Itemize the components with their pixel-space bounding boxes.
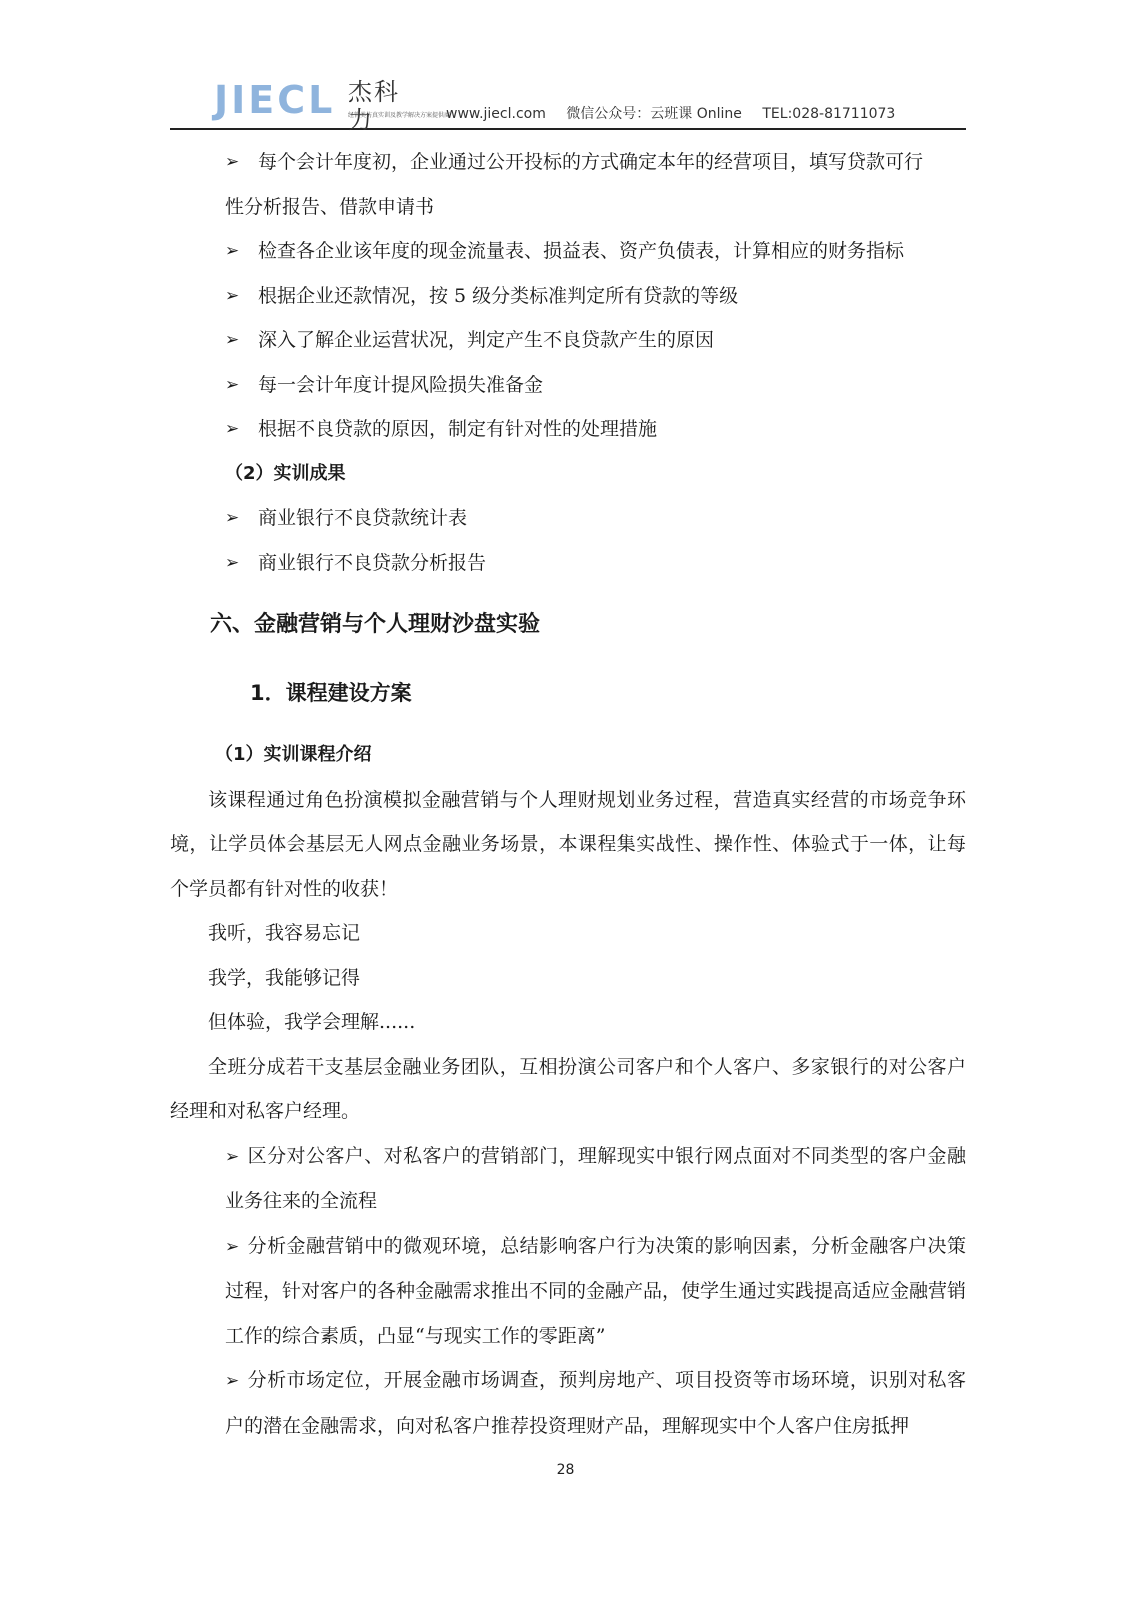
list-item-text: 检查各企业该年度的现金流量表、损益表、资产负债表，计算相应的财务指标 (258, 240, 905, 262)
quote-line: 我听，我容易忘记 (208, 922, 361, 944)
list-item-text: 分析市场定位，开展金融市场调查，预判房地产、项目投资等市场环境，识别对私客户的潜在金融需求，向对私客户推荐投资理财产品，理解现实中个人客户住房抵押 (225, 1369, 966, 1437)
list-item (170, 274, 966, 319)
bullet-arrow-icon: ➢ (225, 552, 240, 573)
quote-line: 我学，我能够记得 (208, 966, 361, 989)
list-item (170, 318, 966, 363)
list-item-text: 根据不良贷款的原因，制定有针对性的处理措施 (258, 418, 658, 440)
bullet-arrow-icon: ➢ (225, 1371, 240, 1391)
quote-line: 但体验，我学会理解...... (208, 1011, 416, 1033)
list-item (170, 140, 966, 185)
logo-mark: JIECL (214, 78, 336, 122)
list-item-text: 深入了解企业运营状况，判定产生不良贷款产生的原因 (258, 329, 715, 351)
bullet-arrow-icon: ➢ (225, 374, 240, 395)
list-item-text: 根据企业还款情况，按 5 级分类标准判定所有贷款的等级 (258, 284, 739, 307)
list-item (170, 541, 966, 586)
page-header (170, 74, 966, 134)
intro-heading: （1）实训课程介绍 (215, 744, 372, 765)
list-item (170, 1134, 966, 1224)
list-item (170, 363, 966, 408)
subheading-results: （2）实训成果 (225, 462, 346, 484)
bullet-arrow-icon: ➢ (225, 419, 240, 439)
list-item-text: 区分对公客户、对私客户的营销部门，理解现实中银行网点面对不同类型的客户金融业务往来的全流程 (225, 1144, 966, 1212)
bullet-arrow-icon: ➢ (225, 152, 240, 172)
logo-chinese-name: 杰科力 (348, 78, 400, 134)
bullet-arrow-icon: ➢ (225, 241, 240, 261)
header-tel: TEL:028-81711073 (762, 106, 896, 122)
bullet-arrow-icon: ➢ (225, 1236, 240, 1257)
bullet-arrow-icon: ➢ (225, 508, 240, 528)
logo-tagline: 经管类仿真实训及教学解决方案提供商 (348, 112, 451, 119)
subsection-title: 1．课程建设方案 (250, 681, 412, 705)
section-title: 六、金融营销与个人理财沙盘实验 (210, 612, 541, 637)
intro-paragraph: 该课程通过角色扮演模拟金融营销与个人理财规划业务过程，营造真实经营的市场竞争环境，让学员体会基层无人网点金融业务场景，本课程集实战性、操作性、体验式于一体，让每个学员都有针对性的收获！ (170, 788, 966, 900)
bullet-arrow-icon: ➢ (225, 285, 240, 306)
header-contact (446, 103, 911, 123)
list-item (170, 496, 966, 541)
header-wechat: 微信公众号：云班课 Online (566, 106, 742, 122)
company-logo (214, 78, 451, 134)
list-item-text: 商业银行不良贷款分析报告 (258, 551, 487, 574)
header-website: www.jiecl.com (446, 106, 546, 122)
list-item-continuation: 性分析报告、借款申请书 (225, 195, 435, 218)
list-item-text: 商业银行不良贷款统计表 (258, 507, 468, 529)
list-item (170, 407, 966, 452)
page-body (170, 140, 966, 1448)
list-item-text: 每一会计年度计提风险损失准备金 (258, 373, 544, 396)
list-item-text: 分析金融营销中的微观环境，总结影响客户行为决策的影响因素，分析金融客户决策过程，针对客户的各种金融需求推出不同的金融产品，使学生通过实践提高适应金融营销工作的综合素质，凸显“与现实工作的零距离” (225, 1234, 967, 1347)
page-number: 28 (556, 1462, 575, 1478)
list-item (170, 1358, 966, 1448)
bullet-arrow-icon: ➢ (225, 1146, 240, 1167)
list-item-text: 每个会计年度初，企业通过公开投标的方式确定本年的经营项目，填写贷款可行 (258, 151, 924, 173)
team-paragraph: 全班分成若干支基层金融业务团队，互相扮演公司客户和个人客户、多家银行的对公客户经理和对私客户经理。 (170, 1055, 966, 1122)
bullet-arrow-icon: ➢ (225, 330, 240, 350)
list-item (170, 1224, 966, 1359)
list-item (170, 229, 966, 274)
